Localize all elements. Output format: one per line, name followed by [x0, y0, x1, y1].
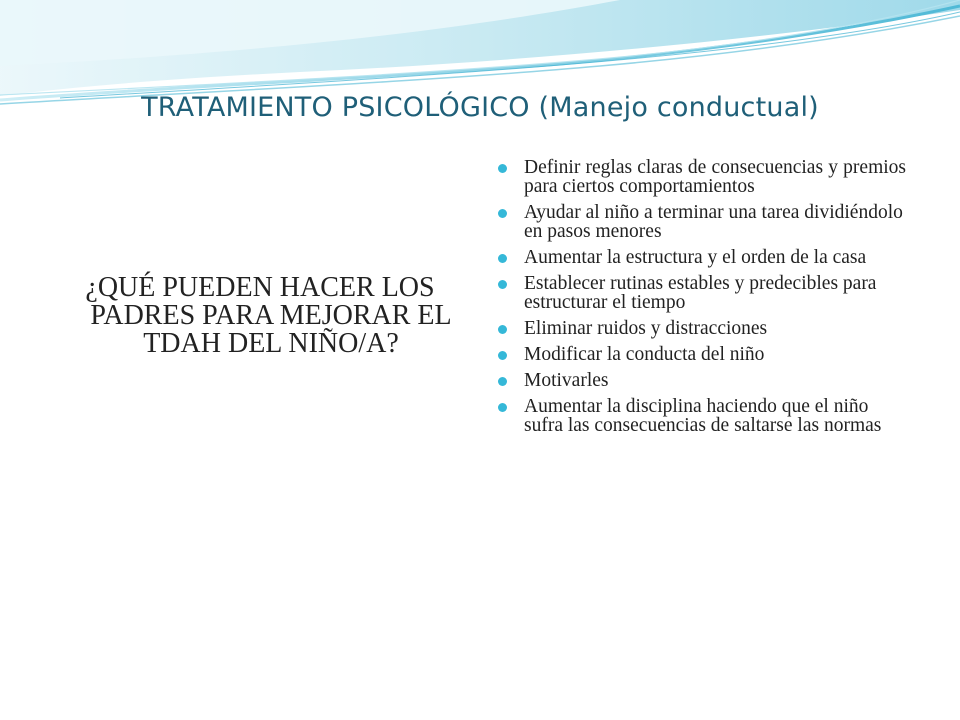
list-item — [496, 274, 906, 312]
slide-title: TRATAMIENTO PSICOLÓGICO (Manejo conductual) — [141, 92, 819, 123]
list-item-text: Eliminar ruidos y distracciones — [524, 318, 768, 339]
list-item-text: Aumentar la estructura y el orden de la casa — [524, 247, 867, 268]
list-item-text: Establecer rutinas estables y predecibles para estructurar el tiempo — [524, 273, 877, 313]
list-item-text: Modificar la conducta del niño — [524, 344, 765, 365]
bullet-icon — [498, 280, 507, 289]
list-item — [496, 158, 906, 196]
bullet-icon — [498, 209, 507, 218]
bullet-icon — [498, 164, 507, 173]
bullet-icon — [498, 403, 507, 412]
list-item — [496, 319, 906, 338]
parents-question: ¿QUÉ PUEDEN HACER LOS PADRES PARA MEJORAR EL TDAH DEL NIÑO/A? — [85, 272, 452, 359]
list-item-text: Aumentar la disciplina haciendo que el niño sufra las consecuencias de saltarse las normas — [524, 396, 882, 436]
list-item — [496, 371, 906, 390]
list-item-text: Ayudar al niño a terminar una tarea dividiéndolo en pasos menores — [524, 202, 903, 242]
bullet-icon — [498, 325, 507, 334]
list-item — [496, 397, 906, 435]
recommendations-list — [496, 158, 906, 442]
bullet-icon — [498, 351, 507, 360]
list-item — [496, 203, 906, 241]
list-item — [496, 345, 906, 364]
list-item — [496, 248, 906, 267]
list-item-text: Motivarles — [524, 370, 609, 391]
bullet-icon — [498, 377, 507, 386]
list-item-text: Definir reglas claras de consecuencias y premios para ciertos comportamientos — [524, 157, 906, 197]
bullet-icon — [498, 254, 507, 263]
